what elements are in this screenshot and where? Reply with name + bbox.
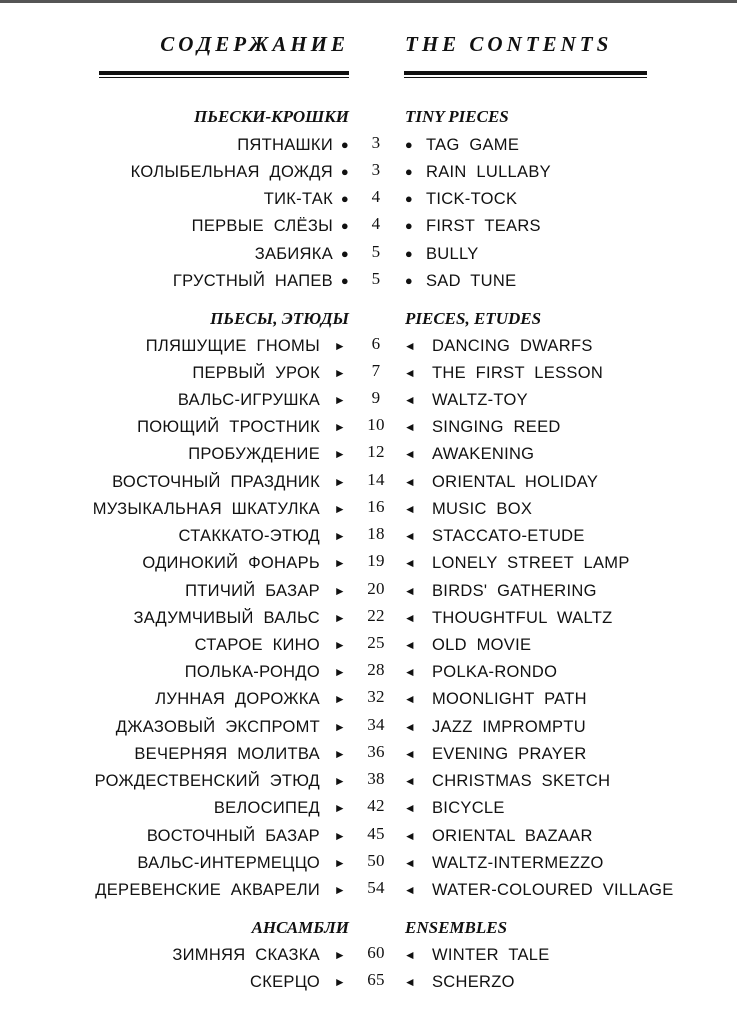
toc-title-en: WALTZ-INTERMEZZO: [432, 854, 604, 872]
bullet-icon: ●: [340, 164, 350, 179]
toc-title-ru: РОЖДЕСТВЕНСКИЙ ЭТЮД: [94, 772, 320, 790]
toc-row: [0, 634, 737, 656]
arrow-right-icon: ►: [333, 556, 347, 570]
toc-page-number: 34: [367, 715, 385, 734]
toc-row: [0, 362, 737, 384]
arrow-left-icon: ◄: [403, 829, 417, 843]
page-title-ru: СОДЕРЖАНИЕ: [160, 32, 349, 56]
toc-page-number: 14: [367, 470, 385, 489]
arrow-right-icon: ►: [333, 720, 347, 734]
toc-page-number: 6: [371, 334, 381, 353]
toc-title-ru: СТАККАТО-ЭТЮД: [178, 527, 320, 545]
toc-row: [0, 879, 737, 901]
arrow-left-icon: ◄: [403, 774, 417, 788]
toc-title-en: WATER-COLOURED VILLAGE: [432, 881, 674, 899]
toc-title-en: THOUGHTFUL WALTZ: [432, 609, 613, 627]
arrow-left-icon: ◄: [403, 801, 417, 815]
toc-row: [0, 552, 737, 574]
toc-page-number: 54: [367, 878, 385, 897]
arrow-left-icon: ◄: [403, 475, 417, 489]
toc-page-number: 18: [367, 524, 385, 543]
toc-title-en: LONELY STREET LAMP: [432, 554, 630, 572]
toc-row: [0, 971, 737, 993]
arrow-right-icon: ►: [333, 339, 347, 353]
arrow-left-icon: ◄: [403, 393, 417, 407]
section-heading-ru: ПЬЕСКИ-КРОШКИ: [194, 107, 349, 126]
toc-title-en: SINGING REED: [432, 418, 561, 436]
toc-page-number: 42: [367, 796, 385, 815]
bullet-icon: ●: [404, 137, 414, 152]
bullet-icon: ●: [404, 164, 414, 179]
toc-page-number: 20: [367, 579, 385, 598]
arrow-right-icon: ►: [333, 829, 347, 843]
arrow-left-icon: ◄: [403, 447, 417, 461]
toc-title-en: TICK-TOCK: [426, 190, 518, 208]
arrow-left-icon: ◄: [403, 611, 417, 625]
toc-title-en: WALTZ-TOY: [432, 391, 528, 409]
toc-row: [0, 716, 737, 738]
toc-title-en: BULLY: [426, 245, 479, 263]
toc-title-en: RAIN LULLABY: [426, 163, 551, 181]
toc-row: [0, 607, 737, 629]
toc-page-number: 60: [367, 943, 385, 962]
toc-title-ru: ПЛЯШУЩИЕ ГНОМЫ: [145, 337, 320, 355]
toc-page-number: 4: [371, 214, 381, 233]
toc-title-ru: ВЕЧЕРНЯЯ МОЛИТВА: [134, 745, 320, 763]
toc-page-number: 45: [367, 824, 385, 843]
toc-page-number: 12: [367, 442, 385, 461]
toc-title-en: JAZZ IMPROMPTU: [432, 718, 586, 736]
toc-title-ru: ПЕРВЫЕ СЛЁЗЫ: [191, 217, 333, 235]
toc-title-ru: ДЖАЗОВЫЙ ЭКСПРОМТ: [115, 718, 320, 736]
toc-page-number: 50: [367, 851, 385, 870]
arrow-right-icon: ►: [333, 856, 347, 870]
toc-page-number: 32: [367, 687, 385, 706]
toc-page-number: 19: [367, 551, 385, 570]
toc-title-ru: ПОЮЩИЙ ТРОСТНИК: [137, 418, 320, 436]
toc-title-ru: СТАРОЕ КИНО: [194, 636, 320, 654]
arrow-left-icon: ◄: [403, 948, 417, 962]
toc-title-ru: ЗАБИЯКА: [254, 245, 333, 263]
bullet-icon: ●: [404, 246, 414, 261]
arrow-left-icon: ◄: [403, 665, 417, 679]
toc-title-ru: ДЕРЕВЕНСКИЕ АКВАРЕЛИ: [95, 881, 320, 899]
arrow-left-icon: ◄: [403, 692, 417, 706]
toc-row: [0, 215, 737, 237]
arrow-left-icon: ◄: [403, 366, 417, 380]
arrow-right-icon: ►: [333, 975, 347, 989]
bullet-icon: ●: [340, 273, 350, 288]
toc-row: [0, 825, 737, 847]
toc-page-number: 38: [367, 769, 385, 788]
toc-row: [0, 525, 737, 547]
bullet-icon: ●: [340, 218, 350, 233]
top-border: [0, 0, 737, 3]
toc-title-en: TAG GAME: [426, 136, 520, 154]
toc-title-en: POLKA-RONDO: [432, 663, 558, 681]
toc-title-ru: ОДИНОКИЙ ФОНАРЬ: [142, 554, 320, 572]
toc-title-ru: ВОСТОЧНЫЙ ПРАЗДНИК: [112, 473, 320, 491]
toc-title-en: EVENING PRAYER: [432, 745, 587, 763]
title-underline-en: [404, 71, 647, 78]
toc-page-number: 5: [371, 269, 381, 288]
arrow-left-icon: ◄: [403, 883, 417, 897]
toc-page-number: 28: [367, 660, 385, 679]
bullet-icon: ●: [340, 191, 350, 206]
toc-title-en: SCHERZO: [432, 973, 515, 991]
arrow-right-icon: ►: [333, 502, 347, 516]
toc-page-number: 5: [371, 242, 381, 261]
arrow-right-icon: ►: [333, 611, 347, 625]
toc-title-en: SAD TUNE: [426, 272, 517, 290]
section-heading-ru: ПЬЕСЫ, ЭТЮДЫ: [210, 309, 349, 328]
toc-title-ru: МУЗЫКАЛЬНАЯ ШКАТУЛКА: [92, 500, 320, 518]
section-heading-en: PIECES, ETUDES: [405, 309, 542, 328]
toc-title-ru: ГРУСТНЫЙ НАПЕВ: [172, 272, 333, 290]
toc-title-en: THE FIRST LESSON: [432, 364, 604, 382]
arrow-left-icon: ◄: [403, 856, 417, 870]
toc-row: [0, 443, 737, 465]
toc-row: [0, 580, 737, 602]
toc-page-number: 65: [367, 970, 385, 989]
arrow-left-icon: ◄: [403, 339, 417, 353]
section-heading-ru: АНСАМБЛИ: [251, 918, 349, 937]
toc-title-en: AWAKENING: [432, 445, 535, 463]
toc-title-ru: ЗИМНЯЯ СКАЗКА: [172, 946, 320, 964]
toc-title-en: BICYCLE: [432, 799, 505, 817]
arrow-right-icon: ►: [333, 366, 347, 380]
toc-title-ru: СКЕРЦО: [249, 973, 320, 991]
bullet-icon: ●: [404, 191, 414, 206]
toc-title-ru: ВАЛЬС-ИГРУШКА: [177, 391, 320, 409]
toc-title-en: ORIENTAL BAZAAR: [432, 827, 593, 845]
toc-title-ru: ПТИЧИЙ БАЗАР: [185, 582, 320, 600]
toc-row: [0, 688, 737, 710]
toc-title-en: BIRDS' GATHERING: [432, 582, 597, 600]
toc-title-ru: ПОЛЬКА-РОНДО: [184, 663, 320, 681]
arrow-left-icon: ◄: [403, 720, 417, 734]
toc-row: [0, 389, 737, 411]
title-underline-ru: [99, 71, 349, 78]
arrow-right-icon: ►: [333, 584, 347, 598]
toc-row: [0, 134, 737, 156]
arrow-left-icon: ◄: [403, 529, 417, 543]
toc-page-number: 3: [371, 160, 381, 179]
toc-row: [0, 770, 737, 792]
toc-row: [0, 270, 737, 292]
toc-page-number: 7: [371, 361, 381, 380]
bullet-icon: ●: [404, 218, 414, 233]
toc-title-ru: ВОСТОЧНЫЙ БАЗАР: [146, 827, 320, 845]
toc-page-number: 25: [367, 633, 385, 652]
bullet-icon: ●: [340, 246, 350, 261]
toc-page-number: 4: [371, 187, 381, 206]
toc-title-ru: ПЕРВЫЙ УРОК: [192, 364, 320, 382]
arrow-left-icon: ◄: [403, 975, 417, 989]
toc-row: [0, 944, 737, 966]
toc-row: [0, 416, 737, 438]
toc-title-en: OLD MOVIE: [432, 636, 532, 654]
toc-row: [0, 852, 737, 874]
toc-title-en: STACCATO-ETUDE: [432, 527, 585, 545]
arrow-right-icon: ►: [333, 638, 347, 652]
section-heading-en: TINY PIECES: [405, 107, 509, 126]
toc-title-en: WINTER TALE: [432, 946, 550, 964]
arrow-left-icon: ◄: [403, 556, 417, 570]
arrow-right-icon: ►: [333, 774, 347, 788]
toc-title-en: ORIENTAL HOLIDAY: [432, 473, 599, 491]
toc-page-number: 36: [367, 742, 385, 761]
toc-row: [0, 161, 737, 183]
arrow-right-icon: ►: [333, 529, 347, 543]
arrow-right-icon: ►: [333, 475, 347, 489]
toc-row: [0, 661, 737, 683]
toc-page-number: 3: [371, 133, 381, 152]
section-heading-en: ENSEMBLES: [405, 918, 508, 937]
toc-row: [0, 188, 737, 210]
arrow-right-icon: ►: [333, 393, 347, 407]
toc-title-en: MUSIC BOX: [432, 500, 533, 518]
toc-row: [0, 743, 737, 765]
arrow-right-icon: ►: [333, 883, 347, 897]
toc-page-number: 9: [371, 388, 381, 407]
arrow-right-icon: ►: [333, 420, 347, 434]
arrow-right-icon: ►: [333, 747, 347, 761]
arrow-right-icon: ►: [333, 948, 347, 962]
toc-page-number: 22: [367, 606, 385, 625]
toc-row: [0, 498, 737, 520]
toc-title-ru: ЗАДУМЧИВЫЙ ВАЛЬС: [133, 609, 320, 627]
bullet-icon: ●: [404, 273, 414, 288]
toc-title-en: DANCING DWARFS: [432, 337, 593, 355]
toc-page-number: 10: [367, 415, 385, 434]
arrow-left-icon: ◄: [403, 638, 417, 652]
toc-title-ru: ЛУННАЯ ДОРОЖКА: [155, 690, 320, 708]
toc-title-ru: ВЕЛОСИПЕД: [213, 799, 320, 817]
arrow-right-icon: ►: [333, 447, 347, 461]
toc-title-en: CHRISTMAS SKETCH: [432, 772, 611, 790]
arrow-left-icon: ◄: [403, 584, 417, 598]
bullet-icon: ●: [340, 137, 350, 152]
toc-title-ru: ПРОБУЖДЕНИЕ: [188, 445, 320, 463]
toc-title-en: MOONLIGHT PATH: [432, 690, 587, 708]
toc-title-ru: КОЛЫБЕЛЬНАЯ ДОЖДЯ: [130, 163, 333, 181]
toc-page-number: 16: [367, 497, 385, 516]
toc-title-ru: ВАЛЬС-ИНТЕРМЕЦЦО: [137, 854, 320, 872]
toc-title-en: FIRST TEARS: [426, 217, 541, 235]
toc-row: [0, 471, 737, 493]
arrow-left-icon: ◄: [403, 747, 417, 761]
arrow-left-icon: ◄: [403, 502, 417, 516]
toc-row: [0, 243, 737, 265]
toc-row: [0, 335, 737, 357]
arrow-right-icon: ►: [333, 801, 347, 815]
toc-title-ru: ПЯТНАШКИ: [237, 136, 333, 154]
toc-title-ru: ТИК-ТАК: [263, 190, 333, 208]
page-title-en: THE CONTENTS: [405, 32, 613, 56]
arrow-left-icon: ◄: [403, 420, 417, 434]
arrow-right-icon: ►: [333, 692, 347, 706]
toc-row: [0, 797, 737, 819]
arrow-right-icon: ►: [333, 665, 347, 679]
